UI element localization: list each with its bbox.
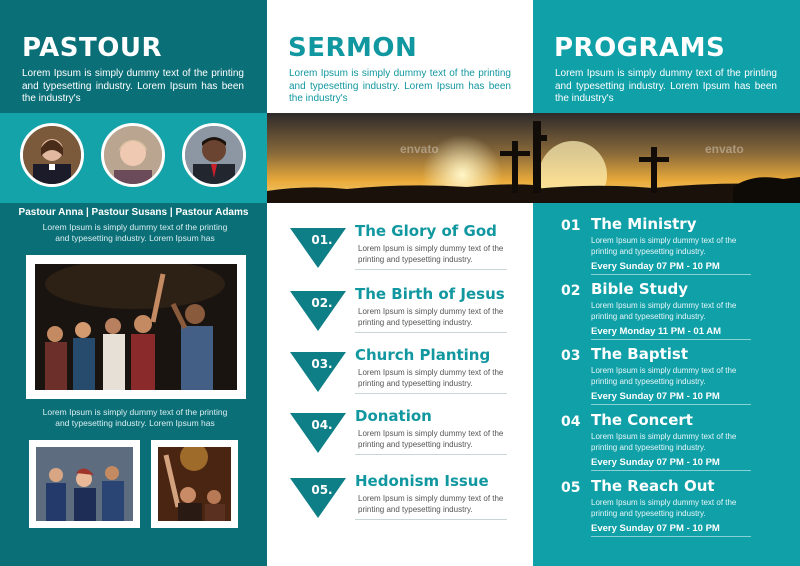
program-number: 03	[561, 348, 581, 364]
praise-photo	[158, 447, 231, 521]
divider	[355, 332, 507, 333]
divider	[591, 274, 751, 275]
crosses-sunset-image	[267, 113, 533, 203]
pastour-intro: Lorem Ipsum is simply dummy text of the printing and typesetting industry. Lorem Ipsum has been the industry's	[22, 68, 244, 104]
sermon-item-desc: Lorem Ipsum is simply dummy text of the printing and typesetting industry.	[358, 494, 504, 514]
praise-photo-frame	[151, 440, 238, 528]
program-desc: Lorem Ipsum is simply dummy text of the printing and typesetting industry.	[591, 432, 737, 452]
sermon-item-title: The Glory of God	[355, 222, 497, 240]
sermon-number: 04.	[311, 418, 333, 432]
sermon-item-desc: Lorem Ipsum is simply dummy text of the printing and typesetting industry.	[358, 307, 504, 327]
sermon-item-desc: Lorem Ipsum is simply dummy text of the printing and typesetting industry.	[358, 429, 504, 449]
sermon-item-title: Church Planting	[355, 346, 491, 364]
divider	[591, 536, 751, 537]
sermon-item	[288, 222, 518, 282]
program-item	[558, 215, 790, 280]
sermon-item-title: Donation	[355, 407, 432, 425]
sermon-number: 01.	[311, 233, 333, 247]
pastour-names: Pastour Anna | Pastour Susans | Pastour Adams	[18, 207, 249, 218]
sermon-item-title: Hedonism Issue	[355, 472, 489, 490]
program-desc: Lorem Ipsum is simply dummy text of the printing and typesetting industry.	[591, 236, 737, 256]
divider	[591, 404, 751, 405]
programs-title: PROGRAMS	[554, 33, 726, 63]
program-item	[558, 411, 790, 476]
program-title: Bible Study	[591, 280, 689, 298]
pastour-title: PASTOUR	[22, 33, 162, 63]
divider	[591, 470, 751, 471]
divider	[355, 269, 507, 270]
sermon-item-title: The Birth of Jesus	[355, 285, 505, 303]
program-number: 01	[561, 218, 581, 234]
sermon-number: 05.	[311, 483, 333, 497]
program-number: 05	[561, 480, 581, 496]
divider	[591, 339, 751, 340]
program-item	[558, 477, 790, 542]
sermon-title: SERMON	[288, 33, 418, 63]
pastour-caption-bottom: Lorem Ipsum is simply dummy text of the printing and typesetting industry. Lorem Ipsum has	[42, 407, 228, 428]
programs-intro: Lorem Ipsum is simply dummy text of the printing and typesetting industry. Lorem Ipsum has been the industry's	[555, 68, 777, 104]
sermon-number: 03.	[311, 357, 333, 371]
program-schedule: Every Sunday 07 PM - 10 PM	[591, 523, 720, 534]
watermark-text: envato	[705, 142, 744, 156]
pastour-caption-top: Lorem Ipsum is simply dummy text of the printing and typesetting industry. Lorem Ipsum has	[42, 222, 228, 243]
sermon-item	[288, 472, 518, 532]
watermark-text: envato	[400, 142, 439, 156]
program-schedule: Every Monday 11 PM - 01 AM	[591, 326, 722, 337]
divider	[355, 393, 507, 394]
sermon-intro: Lorem Ipsum is simply dummy text of the printing and typesetting industry. Lorem Ipsum has been the industry's	[289, 68, 511, 104]
avatar-pastour-adams	[182, 123, 246, 187]
avatar-pastour-anna	[20, 123, 84, 187]
program-desc: Lorem Ipsum is simply dummy text of the printing and typesetting industry.	[591, 498, 737, 518]
program-number: 04	[561, 414, 581, 430]
avatar-pastour-susans	[101, 123, 165, 187]
crosses-sunset-image-right	[533, 113, 800, 203]
sermon-item	[288, 346, 518, 406]
program-number: 02	[561, 283, 581, 299]
choir-photo-frame	[29, 440, 140, 528]
divider	[355, 519, 507, 520]
sermon-item	[288, 407, 518, 467]
worship-photo	[35, 264, 237, 390]
program-item	[558, 345, 790, 410]
worship-photo-frame	[26, 255, 246, 399]
sermon-item-desc: Lorem Ipsum is simply dummy text of the printing and typesetting industry.	[358, 368, 504, 388]
program-item	[558, 280, 790, 345]
program-title: The Baptist	[591, 345, 689, 363]
program-desc: Lorem Ipsum is simply dummy text of the printing and typesetting industry.	[591, 366, 737, 386]
program-schedule: Every Sunday 07 PM - 10 PM	[591, 391, 720, 402]
program-title: The Reach Out	[591, 477, 715, 495]
program-title: The Concert	[591, 411, 693, 429]
choir-photo	[36, 447, 133, 521]
divider	[355, 454, 507, 455]
sermon-item-desc: Lorem Ipsum is simply dummy text of the printing and typesetting industry.	[358, 244, 504, 264]
program-schedule: Every Sunday 07 PM - 10 PM	[591, 261, 720, 272]
sermon-item	[288, 285, 518, 345]
program-title: The Ministry	[591, 215, 697, 233]
program-desc: Lorem Ipsum is simply dummy text of the printing and typesetting industry.	[591, 301, 737, 321]
program-schedule: Every Sunday 07 PM - 10 PM	[591, 457, 720, 468]
sermon-number: 02.	[311, 296, 333, 310]
